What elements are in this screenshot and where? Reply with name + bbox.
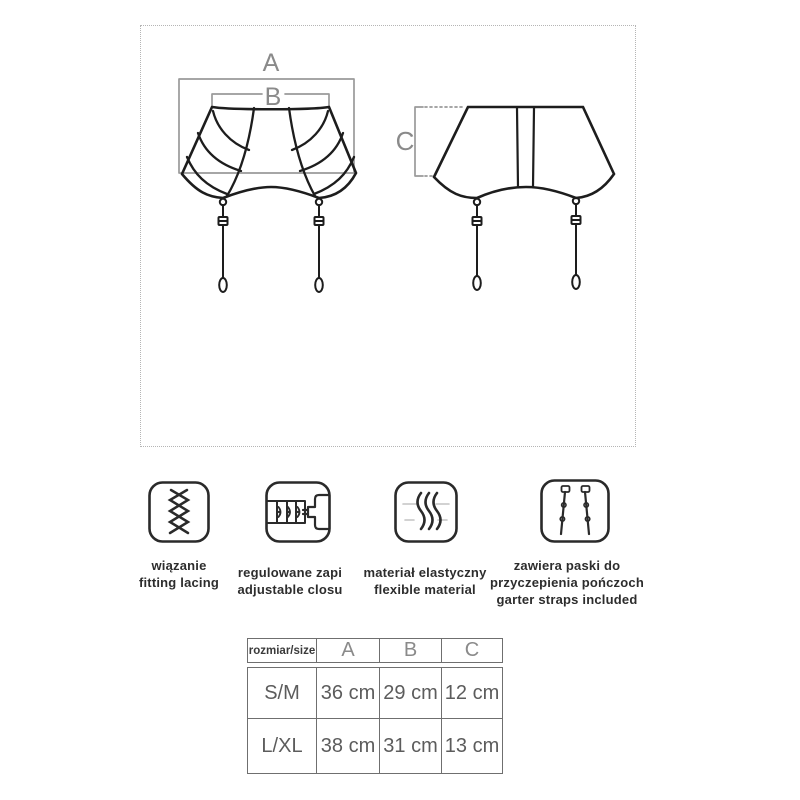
caption-line: fitting lacing bbox=[138, 575, 220, 590]
adjustable-closure-icon bbox=[265, 481, 331, 543]
caption-line: garter straps included bbox=[496, 592, 638, 607]
size-table-header-cell: A bbox=[316, 639, 379, 662]
front-seam-fan-left bbox=[187, 111, 249, 194]
strap bbox=[315, 199, 324, 292]
caption-line: wiązanie bbox=[151, 558, 207, 573]
measurement-diagram-box bbox=[140, 25, 636, 447]
table-cell-a: 38 cm bbox=[316, 718, 379, 773]
lacing-icon bbox=[148, 481, 210, 543]
caption-line: flexible material bbox=[374, 582, 476, 597]
table-cell-size: S/M bbox=[264, 681, 300, 704]
front-seam-fan-right bbox=[292, 111, 354, 194]
garter-straps bbox=[219, 198, 581, 292]
flexible-material-icon bbox=[394, 481, 458, 543]
table-cell-a: 36 cm bbox=[316, 668, 379, 718]
caption-line: materiał elastyczny bbox=[363, 565, 487, 580]
table-cell-b: 31 cm bbox=[379, 718, 441, 773]
strap bbox=[219, 199, 228, 292]
table-cell-c: 13 cm bbox=[441, 718, 502, 773]
size-table-header-cell: rozmiar/size bbox=[248, 644, 316, 657]
garter-belt-diagram bbox=[141, 26, 637, 448]
back-center-closure bbox=[517, 108, 534, 187]
table-cell-size: L/XL bbox=[248, 718, 316, 773]
size-table-header bbox=[247, 638, 503, 663]
strap bbox=[473, 199, 482, 290]
caption-line: zawiera paski do bbox=[513, 558, 621, 573]
caption-garter-straps bbox=[478, 557, 656, 608]
table-cell-c: 12 cm bbox=[441, 668, 502, 718]
label-b: B bbox=[264, 83, 282, 111]
garter-straps-icon bbox=[540, 479, 610, 543]
label-a: A bbox=[262, 49, 280, 77]
caption-line: adjustable closu bbox=[237, 582, 343, 597]
size-table-body bbox=[247, 667, 503, 774]
caption-line: regulowane zapi bbox=[237, 565, 343, 580]
label-c: C bbox=[395, 126, 415, 156]
size-table-header-cell: C bbox=[441, 639, 502, 662]
garter-belt-back-view bbox=[434, 107, 614, 198]
table-cell-b: 29 cm bbox=[379, 668, 441, 718]
front-panel-seams bbox=[227, 108, 315, 196]
strap bbox=[572, 198, 581, 289]
back-outline bbox=[434, 107, 614, 198]
measure-c-bracket bbox=[415, 107, 423, 176]
size-table-header-cell: B bbox=[379, 639, 441, 662]
caption-line: przyczepienia pończoch bbox=[490, 575, 644, 590]
garter-belt-front-view bbox=[182, 107, 356, 198]
